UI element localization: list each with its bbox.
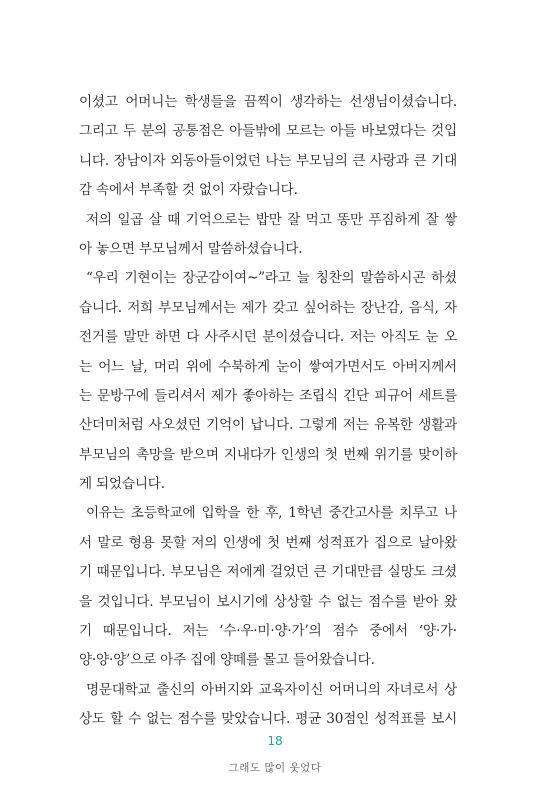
text-line: 명문대학교 출신의 아버지와 교육자이신 어머니의 자녀로서 상 [86, 681, 457, 698]
text-line: 전거를 말만 하면 다 사주시던 분이셨습니다. 저는 아직도 눈 오 [79, 329, 457, 346]
text-line: 니다. 장남이자 외동아들이었던 나는 부모님의 큰 사랑과 큰 기대 [79, 152, 457, 169]
text-line: 서 말로 형용 못할 저의 인생에 첫 번째 성적표가 집으로 날아왔 [79, 534, 457, 551]
page-number: 18 [267, 734, 283, 748]
running-title: 그래도 많이 웃었다 [228, 762, 322, 774]
text-line: 부모님의 촉망을 받으며 지내다가 인생의 첫 번째 위기를 맞이하 [79, 446, 457, 463]
text-line: 감 속에서 부족할 것 없이 자랐습니다. [79, 182, 298, 199]
text-line: 저의 일곱 살 때 기억으로는 밥만 잘 먹고 똥만 푸짐하게 잘 쌓 [86, 211, 457, 228]
text-line: 는 어느 날, 머리 위에 수북하게 눈이 쌓여가면서도 아버지께서 [79, 358, 457, 375]
text-line: 이유는 초등학교에 입학을 한 후, 1학년 중간고사를 치루고 나 [86, 505, 457, 522]
text-line: 기 때문입니다. 저는 ‘수·우·미·양·가’의 점수 중에서 ‘양·가· [79, 623, 457, 640]
text-line: 기 때문입니다. 부모님은 저에게 걸었던 큰 기대만큼 실망도 크셨 [79, 564, 457, 581]
text-line: “우리 기현이는 장군감이여~”라고 늘 칭찬의 말씀하시곤 하셨 [86, 270, 457, 287]
text-line: 게 되었습니다. [79, 476, 165, 493]
text-line: 을 것입니다. 부모님이 보시기에 상상할 수 없는 점수를 받아 왔 [79, 593, 457, 610]
text-line: 양·양·양’으로 아주 집에 양떼를 몰고 들어왔습니다. [79, 652, 375, 669]
text-line: 이셨고 어머니는 학생들을 끔찍이 생각하는 선생님이셨습니다. [79, 94, 457, 110]
text-line: 상도 할 수 없는 점수를 맞았습니다. 평균 30점인 성적표를 보시 [79, 711, 457, 728]
body-text [79, 88, 457, 735]
text-line: 산더미처럼 사오셨던 기억이 납니다. 그렇게 저는 유복한 생활과 [79, 417, 457, 434]
text-line: 그리고 두 분의 공통점은 아들밖에 모르는 아들 바보였다는 것입 [79, 123, 457, 140]
text-line: 습니다. 저희 부모님께서는 제가 갖고 싶어하는 장난감, 음식, 자 [79, 299, 457, 316]
text-line: 아 놓으면 부모님께서 말씀하셨습니다. [79, 240, 303, 257]
text-line: 는 문방구에 들리셔서 제가 좋아하는 조립식 긴단 피규어 세트를 [79, 387, 457, 404]
